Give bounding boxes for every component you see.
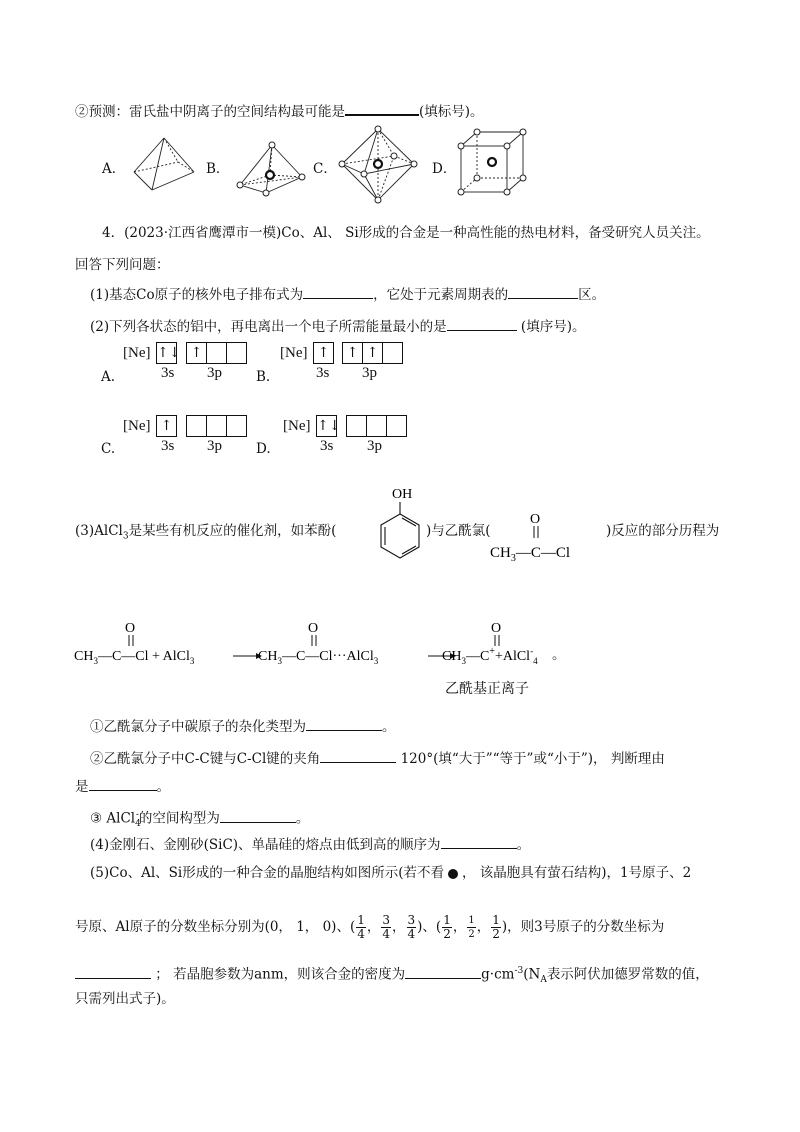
orbital-option-d-letter: D. (256, 441, 271, 457)
q-i: ①乙酰氯分子中碳原子的杂化类型为 。 (90, 716, 396, 736)
answer-blank[interactable] (303, 284, 373, 299)
q4-2: (2)下列各状态的铝中，再电离出一个电子所需能量最小的是 (填序号)。 (90, 316, 585, 336)
q-iii: ③ AlCl$_4$-的空间构型为 。 (90, 806, 309, 833)
core-config: [Ne] (123, 345, 151, 361)
orbital-3s-box: ↑↓ (317, 415, 337, 437)
reaction-scheme (70, 614, 590, 672)
q2-suffix: (填标号)。 (419, 104, 484, 120)
option-c-label: C． (313, 161, 337, 177)
answer-blank[interactable] (75, 964, 151, 979)
q4-3-d: )反应的部分历程为 (606, 523, 720, 539)
answer-blank[interactable] (306, 716, 382, 731)
answer-blank[interactable] (89, 776, 157, 791)
q4-4: (4)金刚石、金刚砂(SiC)、单晶硅的熔点由低到高的顺序为 。 (90, 834, 530, 854)
q-ii-c: 是 。 (75, 776, 170, 796)
orbital-3p-boxes: ↑ (187, 342, 247, 364)
svg-text:CH3—C—Cl + AlCl3: $CH_3—C—Cl$ + AlCl$_3$ (74, 649, 195, 666)
option-a-label: A． (102, 161, 126, 177)
answer-blank[interactable] (220, 808, 296, 823)
answer-blank[interactable] (441, 834, 517, 849)
q-ii: ②乙酰氯分子中C-C键与C-Cl键的夹角 120°(填“大于”“等于”或“小于”)， 判断理由 (90, 748, 665, 768)
orbital-3p-boxes (187, 415, 247, 437)
black-dot-icon (448, 869, 458, 879)
orbital-3s-box: ↑↓ (157, 342, 177, 364)
orbital-option-c-letter: C. (101, 441, 116, 457)
svg-text:CH3—C—Cl: $CH_3—C—Cl$ (490, 545, 571, 563)
core-config: [Ne] (123, 418, 151, 434)
q4-5-line4: 只需列出式子)。 (75, 991, 175, 1007)
phenol-oh: OH (392, 487, 413, 502)
phenol-structure (372, 484, 428, 566)
option-d-cube (455, 126, 529, 198)
q4-5-line3: ； 若晶胞参数为anm，则该合金的密度为 $g\cdot cm^{-3}(N_A$表示阿伏加德罗常数的值， (75, 962, 709, 989)
orbital-3p-boxes: ↑ ↑ (343, 342, 403, 364)
answer-blank[interactable] (345, 100, 419, 116)
q4-3-c: )与乙酰氯( (426, 523, 491, 539)
option-a-octahedron (128, 132, 200, 202)
q4-header: 4．(2023·江西省鹰潭市一模)Co、Al、 Si形成的合金是一种高性能的热电材料，备受研究人员关注。 (102, 225, 710, 241)
q2-prompt: ②预测：雷氏盐中阴离子的空间结构最可能是 (75, 104, 345, 120)
reaction-caption: 乙酰基正离子 (445, 681, 529, 697)
svg-text:O: O (308, 621, 319, 636)
option-c-octahedron-centered (336, 124, 422, 206)
svg-text:CH3—C—Cl···AlCl3: $CH_3—C—Cl\cdot\cdot\cdot AlCl_3$ (258, 649, 379, 666)
answer-blank[interactable] (508, 284, 578, 299)
option-b-label: B． (206, 161, 230, 177)
q4-1: (1)基态Co原子的核外电子排布式为 ，它处于元素周期表的 区。 (90, 284, 605, 304)
answer-blank[interactable] (447, 316, 517, 331)
orbital-3s-box: ↑ (157, 415, 177, 437)
core-config: [Ne] (283, 418, 311, 434)
svg-text:CH3—C++AlCl-4: $CH_3—C^++AlCl^-_4$ (442, 646, 538, 666)
answer-blank[interactable] (320, 748, 396, 763)
q2-line (75, 100, 484, 121)
orbital-3p-boxes (347, 415, 407, 437)
svg-text:O: O (491, 621, 502, 636)
svg-text:O: O (530, 512, 541, 527)
q4-5-line2: 号原、Al原子的分数坐标分别为(0， 1， 0)、( $\frac{1}{4}$ ， $\frac{3}{4}$ ， $\frac{3}{4}$ )、( $\frac{1}{2}$ ， $\frac{1}{2}$ ， $\frac{1}{2}$ )，则3号原子的分数坐标为 (75, 913, 665, 941)
q4-5-line1: (5)Co、Al、Si形成的一种合金的晶胞结构如图所示(若不看 ， 该晶胞具有萤石结构)，1号原子、2 (90, 865, 692, 881)
answer-blank[interactable] (405, 964, 481, 979)
svg-text:O: O (125, 621, 136, 636)
option-b-tetrahedron (232, 137, 308, 199)
orbital-3s-box: ↑ (314, 342, 334, 364)
option-d-label: D． (432, 161, 457, 177)
acetyl-chloride-structure (486, 505, 606, 563)
q4-3-a: (3)AlCl$_3$是某些有机反应的催化剂，如苯酚( (75, 523, 337, 542)
q4-intro: 回答下列问题： (75, 257, 170, 273)
orbital-option-b-letter: B. (256, 369, 271, 385)
core-config: [Ne] (280, 345, 308, 361)
orbital-option-a-letter: A. (101, 369, 116, 385)
